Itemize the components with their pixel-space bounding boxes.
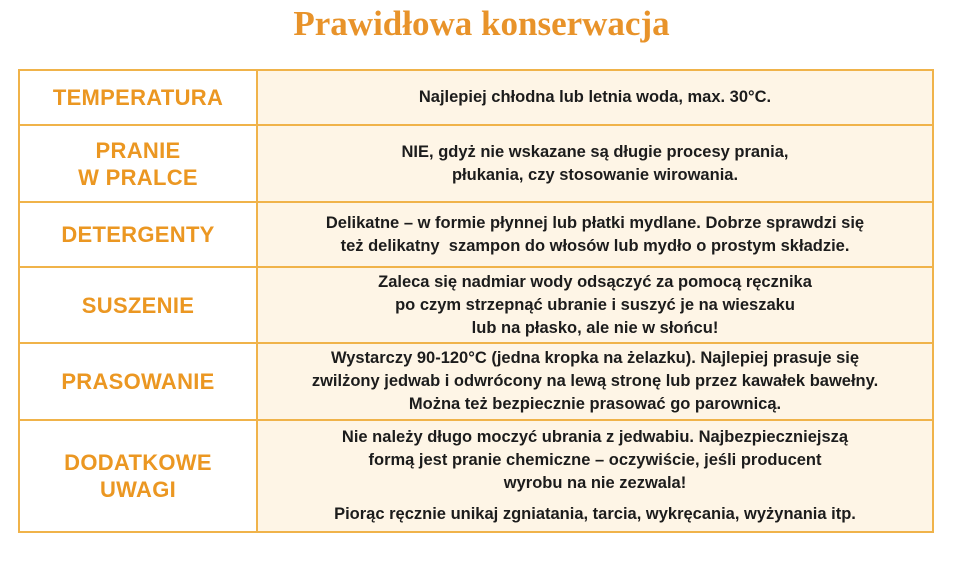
table-row-ironing bbox=[19, 343, 933, 420]
row-label bbox=[19, 70, 257, 125]
description-line: zwilżony jedwab i odwrócony na lewą stronę lub przez kawałek bawełny. bbox=[311, 372, 879, 390]
row-label bbox=[19, 420, 257, 532]
description-line: NIE, gdyż nie wskazane są długie procesy prania, bbox=[401, 142, 789, 161]
page-title: Prawidłowa konserwacja bbox=[293, 4, 670, 43]
row-description bbox=[257, 267, 933, 343]
paragraph-gap bbox=[258, 495, 932, 503]
description-line: Zaleca się nadmiar wody odsączyć za pomocą ręcznika bbox=[378, 272, 812, 291]
row-label bbox=[19, 125, 257, 202]
table-row-washing-machine bbox=[19, 125, 933, 202]
row-description bbox=[257, 125, 933, 202]
row-description bbox=[257, 343, 933, 420]
description-line: Wystarczy 90-120°C (jedna kropka na żelazku). Najlepiej prasuje się bbox=[330, 349, 860, 367]
description-line: płukania, czy stosowanie wirowania. bbox=[451, 165, 739, 184]
row-label-line: PRANIE bbox=[95, 137, 181, 163]
table-row-additional-notes bbox=[19, 420, 933, 532]
row-label bbox=[19, 343, 257, 420]
care-table bbox=[18, 69, 934, 533]
table-row-temperature bbox=[19, 70, 933, 125]
table-row-detergents bbox=[19, 202, 933, 267]
row-label-line: UWAGI bbox=[99, 477, 177, 502]
description-line: po czym strzepnąć ubranie i suszyć je na wieszaku bbox=[395, 295, 795, 314]
description-line: Piorąc ręcznie unikaj zgniatania, tarcia, wykręcania, wyżynania itp. bbox=[334, 505, 856, 523]
description-line: Nie należy długo moczyć ubrania z jedwabiu. Najbezpieczniejszą bbox=[341, 428, 849, 446]
description-line: wyrobu na nie zezwala! bbox=[503, 474, 687, 492]
row-label bbox=[19, 267, 257, 343]
row-label bbox=[19, 202, 257, 267]
row-description bbox=[257, 70, 933, 125]
row-description bbox=[257, 420, 933, 532]
table-row-drying bbox=[19, 267, 933, 343]
row-label-line: SUSZENIE bbox=[81, 292, 195, 318]
description-line: Delikatne – w formie płynnej lub płatki mydlane. Dobrze sprawdzi się bbox=[325, 213, 865, 232]
row-description bbox=[257, 202, 933, 267]
row-label-line: DODATKOWE bbox=[64, 450, 212, 475]
row-label-line: W PRALCE bbox=[78, 164, 198, 190]
row-label-line: PRASOWANIE bbox=[61, 369, 215, 394]
description-line: Najlepiej chłodna lub letnia woda, max. 30°C. bbox=[418, 88, 772, 106]
description-line: formą jest pranie chemiczne – oczywiście, jeśli producent bbox=[368, 451, 822, 469]
description-line: lub na płasko, ale nie w słońcu! bbox=[471, 318, 719, 337]
description-line: Można też bezpiecznie prasować go parownicą. bbox=[408, 395, 782, 413]
description-line: też delikatny szampon do włosów lub mydło o prostym składzie. bbox=[340, 236, 850, 255]
row-label-line: TEMPERATURA bbox=[52, 85, 224, 110]
row-label-line: DETERGENTY bbox=[61, 222, 215, 247]
